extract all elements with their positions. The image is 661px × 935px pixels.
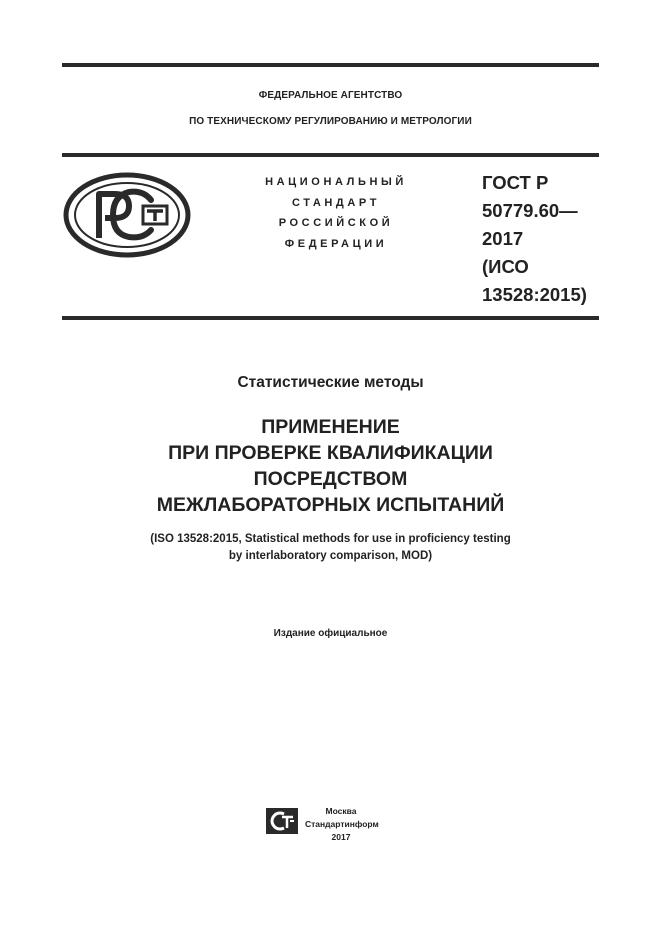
- gost-line-5: 13528:2015): [482, 284, 587, 305]
- gost-designation: [482, 169, 597, 309]
- iso-reference: [62, 531, 599, 565]
- standard-block-rule: [62, 316, 599, 320]
- publisher-name: Стандартинформ: [305, 819, 379, 829]
- national-line-3: РОССИЙСКОЙ: [278, 217, 394, 229]
- top-rule: [62, 63, 599, 67]
- document-title: [62, 414, 599, 518]
- national-standard-label: [238, 172, 434, 254]
- publisher-info: [305, 805, 377, 844]
- gost-line-4: (ИСО: [482, 256, 529, 277]
- agency-name-line1: ФЕДЕРАЛЬНОЕ АГЕНТСТВО: [258, 90, 403, 101]
- agency-name-line2: ПО ТЕХНИЧЕСКОМУ РЕГУЛИРОВАНИЮ И МЕТРОЛОГИИ: [189, 116, 472, 127]
- gost-line-2: 50779.60—: [482, 200, 578, 221]
- national-line-2: СТАНДАРТ: [291, 196, 381, 209]
- title-line-2: ПРИ ПРОВЕРКЕ КВАЛИФИКАЦИИ: [168, 442, 493, 464]
- gost-line-1: ГОСТ Р: [482, 172, 549, 193]
- publisher-year: 2017: [331, 832, 351, 842]
- gost-r-certification-logo-icon: [63, 172, 191, 258]
- national-line-1: НАЦИОНАЛЬНЫЙ: [265, 176, 407, 188]
- national-line-4: ФЕДЕРАЦИИ: [284, 237, 388, 250]
- publisher-city: Москва: [325, 806, 357, 816]
- iso-reference-line-2: by interlaboratory comparison, MOD): [228, 550, 433, 562]
- gost-line-3: 2017: [482, 228, 524, 249]
- document-subtitle: Статистические методы: [237, 374, 424, 391]
- iso-reference-line-1: (ISO 13528:2015, Statistical methods for use in proficiency testing: [150, 533, 511, 545]
- standartinform-logo-icon: [265, 807, 299, 835]
- title-line-1: ПРИМЕНЕНИЕ: [261, 416, 400, 438]
- header-rule: [62, 153, 599, 157]
- title-line-4: МЕЖЛАБОРАТОРНЫХ ИСПЫТАНИЙ: [156, 494, 505, 516]
- edition-label: Издание официальное: [273, 628, 388, 639]
- title-line-3: ПОСРЕДСТВОМ: [253, 468, 408, 490]
